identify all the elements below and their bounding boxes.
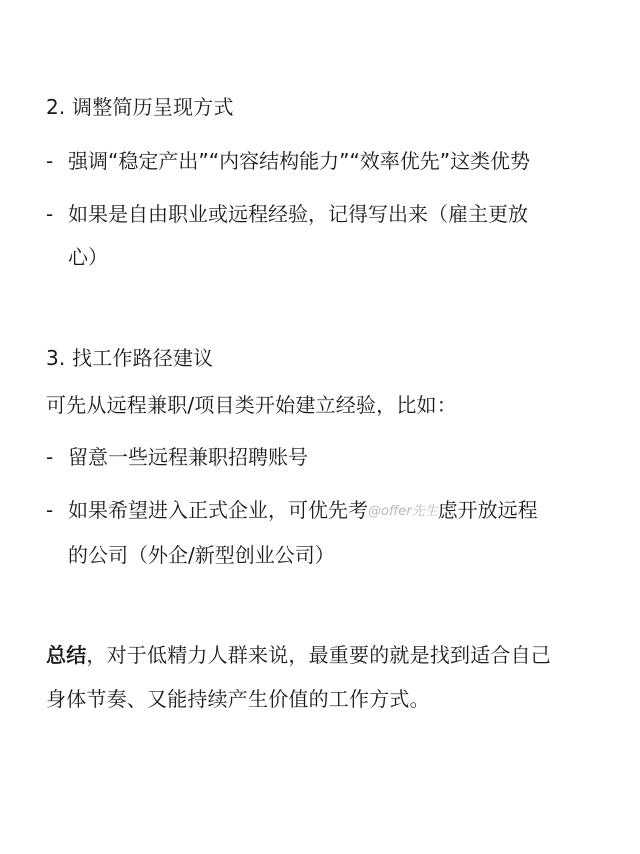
section-3-heading: 3. 找工作路径建议 bbox=[46, 346, 214, 370]
list-item-continuation: 心） bbox=[68, 245, 108, 269]
section-2-heading: 2. 调整简历呈现方式 bbox=[46, 95, 234, 119]
list-item-continuation: 的公司（外企/新型创业公司） bbox=[68, 543, 335, 567]
list-item-text: 虑开放远程 bbox=[437, 498, 538, 522]
list-item bbox=[46, 200, 528, 228]
bullet-dash: - bbox=[46, 445, 54, 469]
list-item bbox=[46, 443, 308, 471]
bullet-dash: - bbox=[46, 149, 54, 173]
list-item-text: 留意一些远程兼职招聘账号 bbox=[68, 445, 308, 469]
bullet-dash: - bbox=[46, 498, 54, 522]
summary-line-2: 身体节奏、又能持续产生价值的工作方式。 bbox=[46, 687, 430, 711]
summary-line-1 bbox=[46, 641, 551, 669]
bullet-dash: - bbox=[46, 202, 54, 226]
list-item bbox=[46, 496, 538, 526]
list-item bbox=[46, 147, 530, 175]
list-item-text: 强调“稳定产出”“内容结构能力”“效率优先”这类优势 bbox=[68, 149, 531, 173]
summary-label: 总结 bbox=[46, 643, 87, 667]
list-item-text: 如果是自由职业或远程经验，记得写出来（雇主更放 bbox=[68, 202, 528, 226]
list-item-text: 如果希望进入正式企业，可优先考 bbox=[68, 498, 368, 522]
watermark-text: @offer先生 bbox=[368, 504, 438, 519]
section-3-intro: 可先从远程兼职/项目类开始建立经验，比如： bbox=[46, 393, 457, 417]
summary-text: ，对于低精力人群来说，最重要的就是找到适合自己 bbox=[86, 643, 552, 667]
